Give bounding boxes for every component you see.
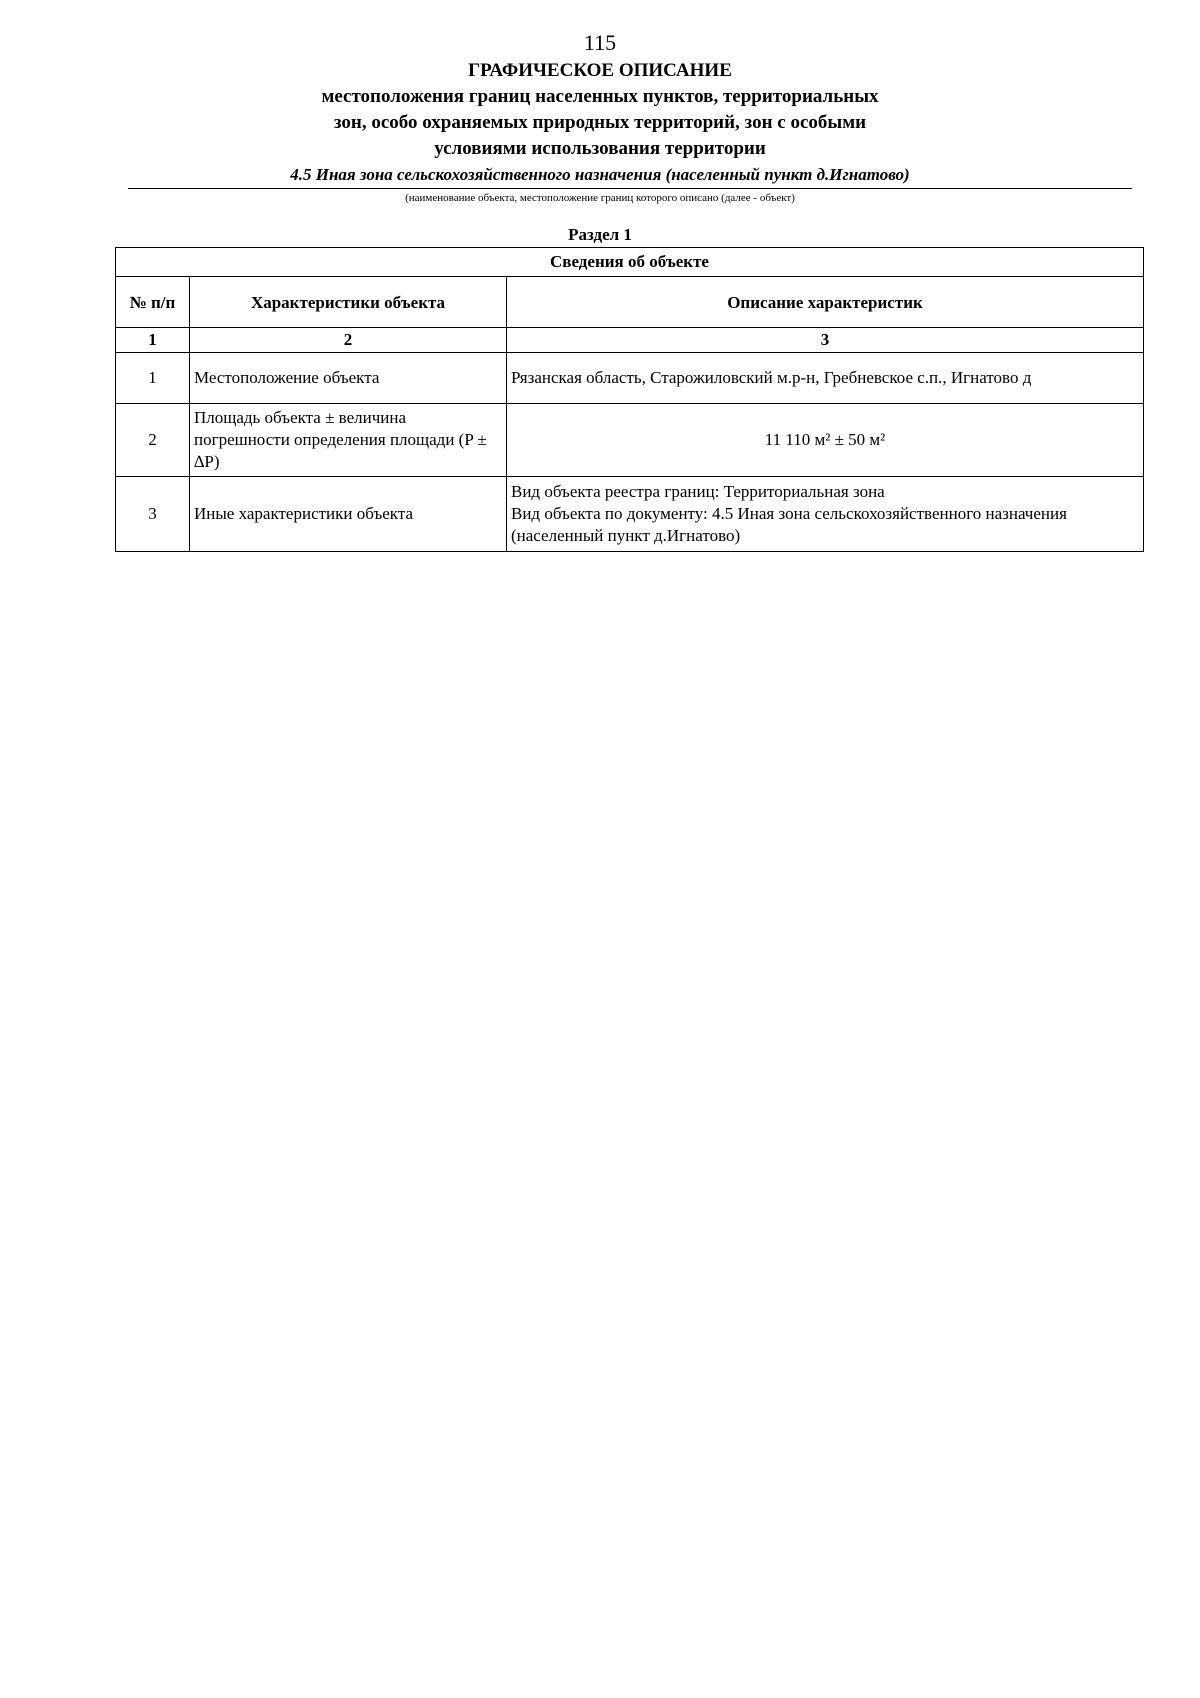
row-characteristic: Площадь объекта ± величина погрешности определения площади (P ± ∆P): [190, 404, 507, 477]
row-characteristic: Иные характеристики объекта: [190, 477, 507, 552]
column-index-2: 2: [190, 328, 507, 353]
object-name-underline: [128, 188, 1132, 189]
row-description-line: Вид объекта по документу: 4.5 Иная зона сельскохозяйственного назначения (населенный пункт д.Игнатово): [511, 504, 1067, 545]
column-header-number: № п/п: [116, 277, 190, 328]
section-title: Раздел 1: [568, 225, 632, 244]
object-info-table: [115, 247, 1144, 552]
column-header-description: Описание характеристик: [507, 277, 1144, 328]
table-column-index-row: [116, 328, 1144, 353]
table-header-row: [116, 277, 1144, 328]
object-caption: (наименование объекта, местоположение границ которого описано (далее - объект): [405, 192, 795, 204]
document-subtitle-line-2: зон, особо охраняемых природных территорий, зон с особыми: [333, 112, 867, 133]
document-subtitle-line-3: условиями использования территории: [434, 138, 766, 159]
column-header-characteristic: Характеристики объекта: [190, 277, 507, 328]
column-index-1: 1: [116, 328, 190, 353]
column-index-3: 3: [507, 328, 1144, 353]
row-characteristic: Местоположение объекта: [190, 353, 507, 404]
row-number: 2: [116, 404, 190, 477]
row-number: 1: [116, 353, 190, 404]
document-title: ГРАФИЧЕСКОЕ ОПИСАНИЕ: [468, 60, 732, 81]
object-name: 4.5 Иная зона сельскохозяйственного назначения (населенный пункт д.Игнатово): [290, 165, 910, 184]
table-caption: Сведения об объекте: [116, 248, 1144, 277]
row-number: 3: [116, 477, 190, 552]
row-description: [507, 353, 1144, 404]
table-caption-row: [116, 248, 1144, 277]
row-description-line: Вид объекта реестра границ: Территориальная зона: [511, 482, 885, 501]
document-header: [0, 58, 1200, 186]
table-row: [116, 404, 1144, 477]
row-description: [507, 404, 1144, 477]
table-row: [116, 477, 1144, 552]
table-row: [116, 353, 1144, 404]
document-subtitle-line-1: местоположения границ населенных пунктов, территориальных: [321, 86, 879, 107]
row-description: [507, 477, 1144, 552]
page-number: 115: [583, 30, 617, 55]
row-description-line: 11 110 м² ± 50 м²: [764, 430, 886, 449]
row-description-line: Рязанская область, Старожиловский м.р-н, Гребневское с.п., Игнатово д: [511, 368, 1032, 387]
